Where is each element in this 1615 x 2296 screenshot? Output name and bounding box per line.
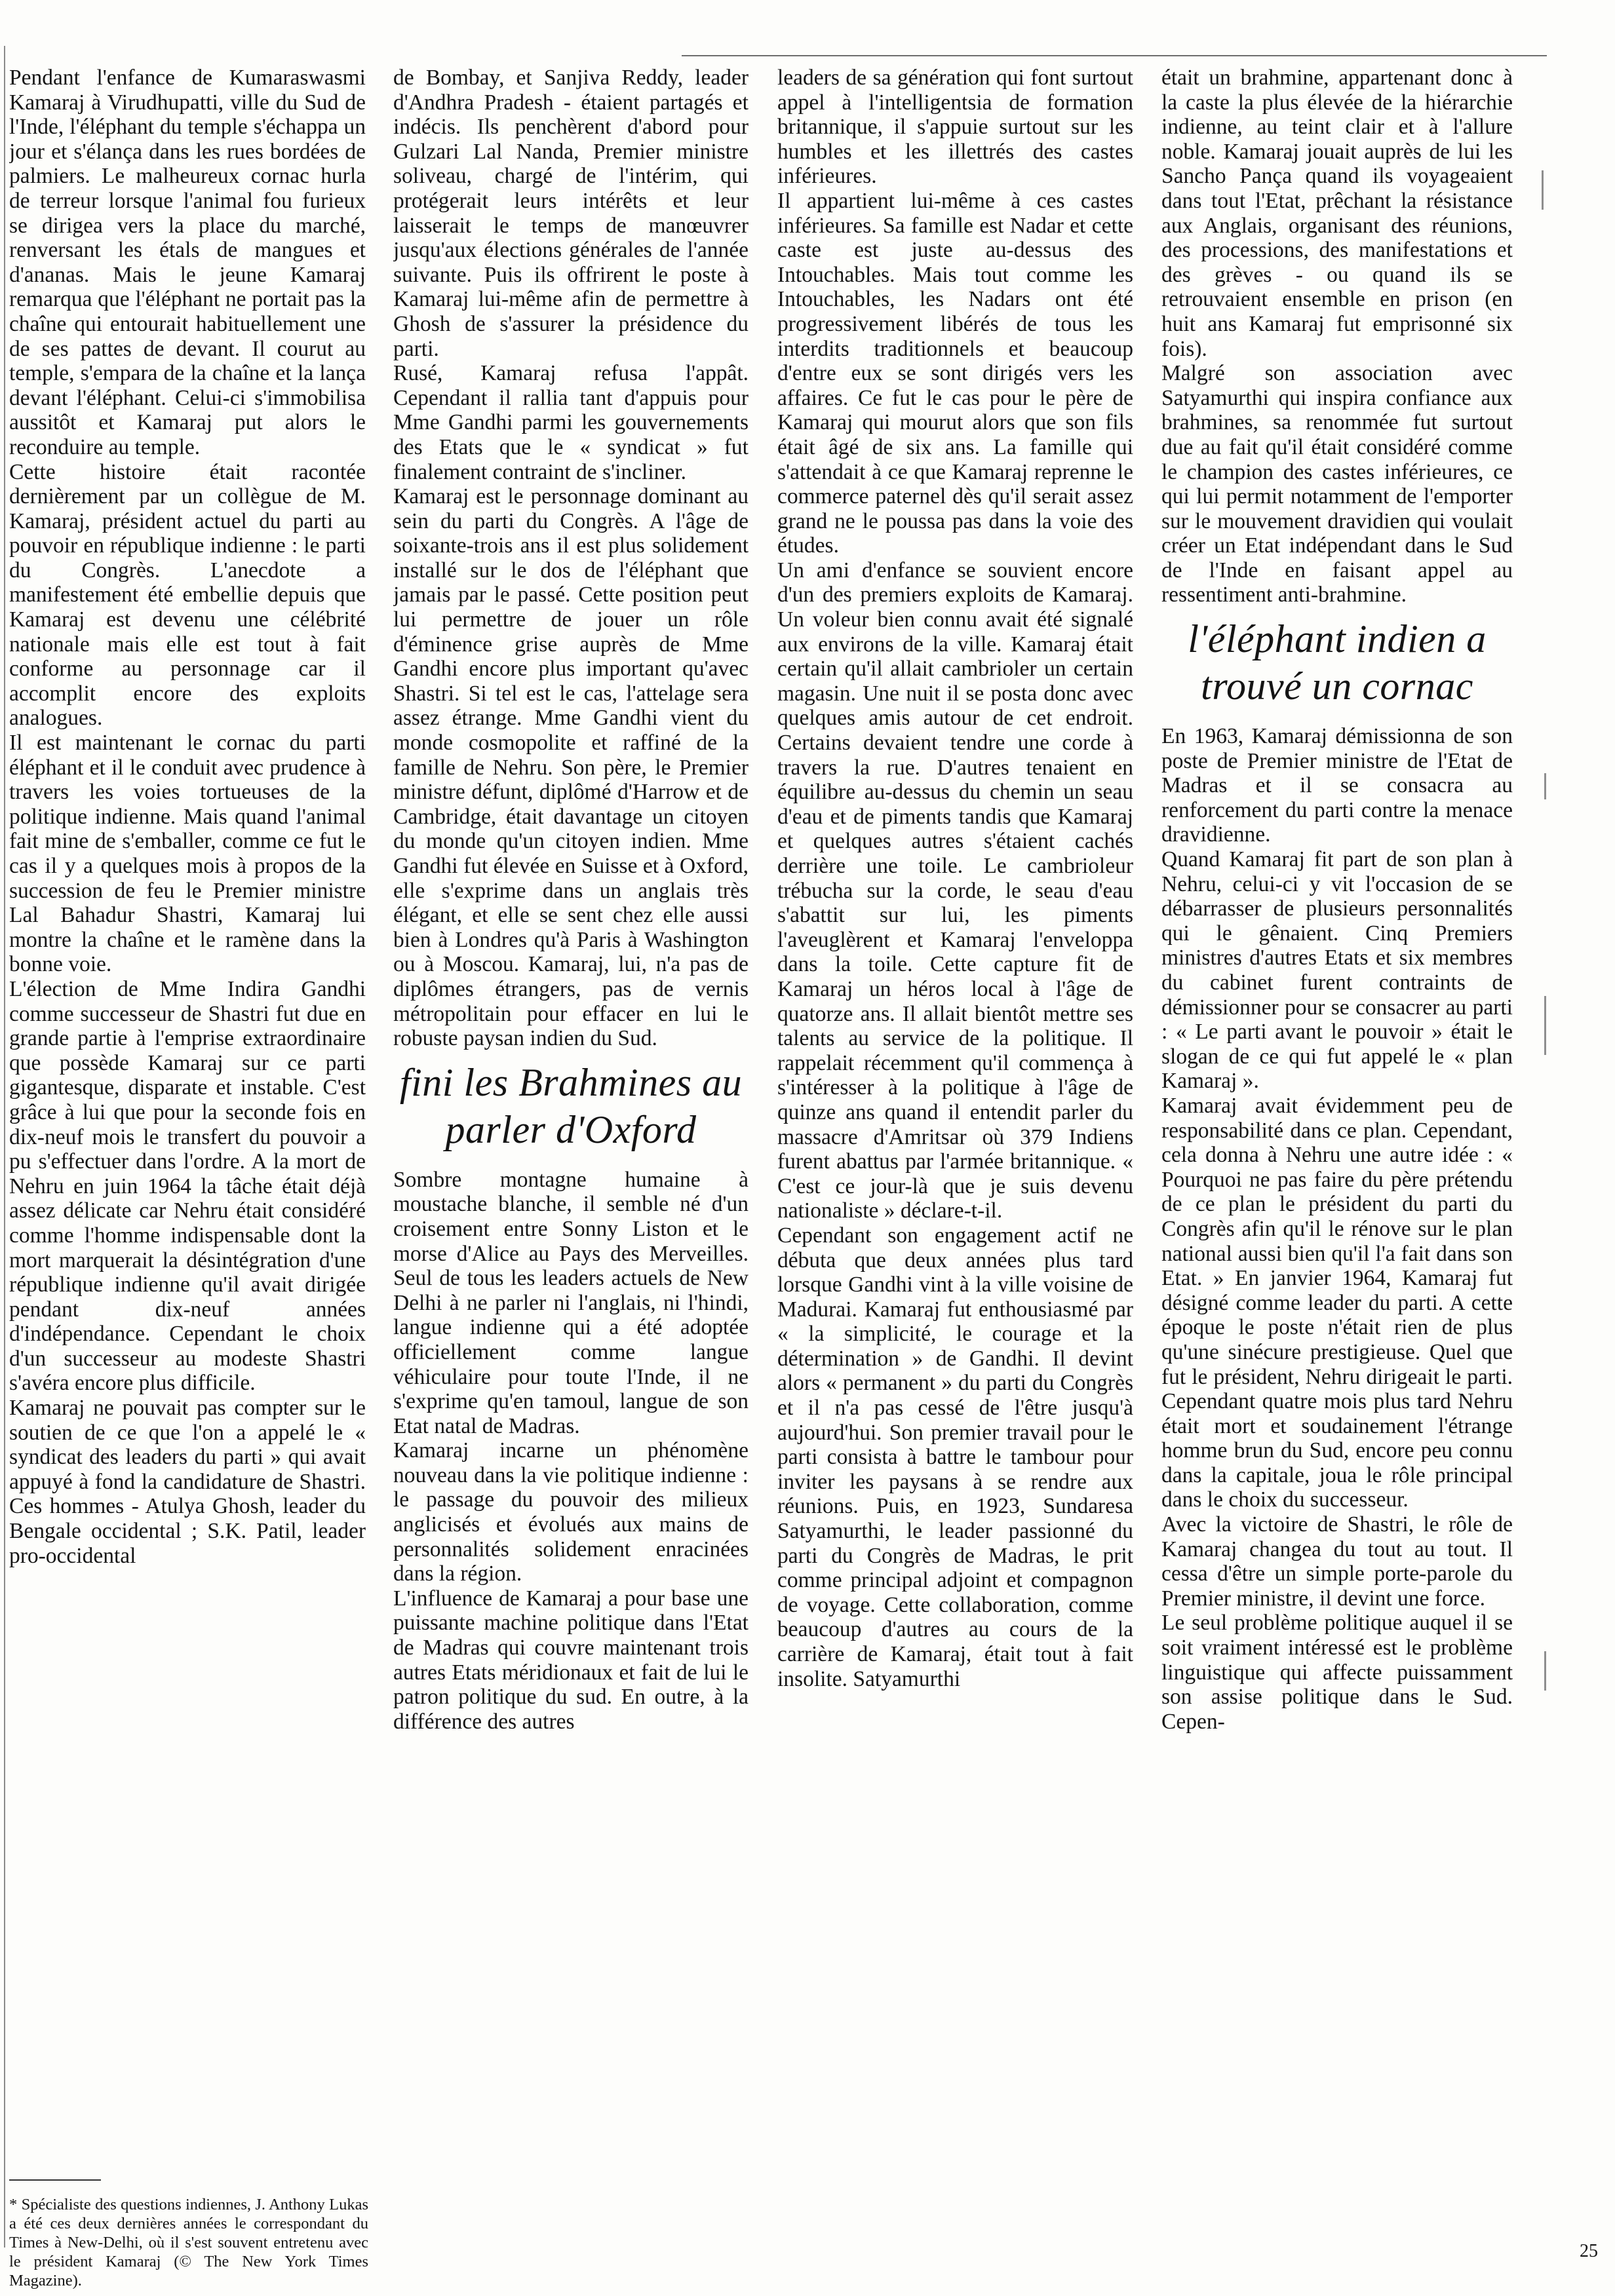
- paragraph: Un ami d'enfance se souvient encore d'un des premiers exploits de Kamaraj. Un voleur bien connu avait été signalé aux environs de la ville. Kamaraj était certain qu'il allait cambrioler un certain magasin. Une nuit il se posta donc avec quelques amis autour de cet endroit. Certains devaient tendre une corde à travers la rue. D'autres tenaient en équilibre au-dessus du chemin un seau d'eau et de piments tandis que Kamaraj et quelques autres s'étaient cachés derrière une toile. Le cambrioleur trébucha sur la corde, le seau d'eau s'abattit sur lui, les piments l'aveuglèrent et Kamaraj l'enveloppa dans la toile. Cette capture fit de Kamaraj un héros local à l'âge de quatorze ans. Il allait bientôt mettre ses talents au service de la politique. Il rappelait récemment qu'il commença à s'intéresser à la politique à l'âge de quinze ans quand il entendit parler du massacre d'Amritsar où 379 Indiens furent abattus par l'armée britannique. « C'est ce jour-là que je suis devenu nationaliste » déclare-t-il.: [777, 558, 1133, 1223]
- paragraph: Quand Kamaraj fit part de son plan à Nehru, celui-ci y vit l'occasion de se débarrasser de plusieurs personnalités qui le gênaient. Cinq Premiers ministres d'autres Etats et six membres du cabinet furent contraints de démissionner pour se consacrer au parti : « Le parti avant le pouvoir » était le slogan de ce qui fut appelé le « plan Kamaraj ».: [1161, 847, 1513, 1094]
- section-heading-brahmines: fini les Brahmines au parler d'Oxford: [399, 1060, 743, 1151]
- article-column-3: [777, 66, 1133, 2175]
- paragraph: Il est maintenant le cornac du parti éléphant et il le conduit avec prudence à travers les voies tortueuses de la politique indienne. Mais quand l'animal fait mine de s'emballer, comme ce fut le cas il y a quelques mois à propos de la succession de feu le Premier ministre Lal Bahadur Shastri, Kamaraj lui montre la chaîne et le ramène dans la bonne voie.: [9, 731, 366, 977]
- author-footnote: * Spécialiste des questions indiennes, J. Anthony Lukas a été ces deux dernières années le correspondant du Times à New-Delhi, où il s'est souvent entretenu avec le président Kamaraj (© The New York Times Magazine).: [9, 2196, 368, 2289]
- section-heading-cornac: l'éléphant indien a trouvé un cornac: [1188, 617, 1487, 708]
- paragraph: Kamaraj est le personnage dominant au sein du parti du Congrès. A l'âge de soixante-trois ans il est plus solidement installé sur le dos de l'éléphant que jamais par le passé. Cette position peut lui permettre de jouer un rôle d'éminence grise auprès de Mme Gandhi encore plus important qu'avec Shastri. Si tel est le cas, l'attelage sera assez étrange. Mme Gandhi vient du monde cosmopolite et raffiné de la famille de Nehru. Son père, le Premier ministre défunt, diplômé d'Harrow et de Cambridge, était davantage un citoyen du monde qu'un citoyen indien. Mme Gandhi fut élevée en Suisse et à Oxford, elle s'exprime dans un anglais très élégant, et elle se sent chez elle aussi bien à Londres qu'à Paris à Washington ou à Moscou. Kamaraj, lui, n'a pas de diplômes étrangers, pas de vernis métropolitain pour effacer en lui le robuste paysan indien du Sud.: [393, 484, 749, 1051]
- paragraph: L'influence de Kamaraj a pour base une puissante machine politique dans l'Etat de Madras qui couvre maintenant trois autres Etats méridionaux et fait de lui le patron politique du sud. En outre, à la différence des autres: [393, 1586, 749, 1734]
- article-column-2: [393, 66, 749, 2175]
- paragraph: Kamaraj ne pouvait pas compter sur le soutien de ce que l'on a appelé le « syndicat des leaders du parti » qui avait appuyé à fond la candidature de Shastri. Ces hommes - Atulya Ghosh, leader du Bengale occidental ; S.K. Patil, leader pro-occidental: [9, 1396, 366, 1568]
- paragraph: de Bombay, et Sanjiva Reddy, leader d'Andhra Pradesh - étaient partagés et indécis. Ils penchèrent d'abord pour Gulzari Lal Nanda, Premier ministre soliveau, chargé de l'intérim, qui protégerait leurs intérêts et leur laisserait le temps de manœuvrer jusqu'aux élections générales de l'année suivante. Puis ils offrirent le poste à Kamaraj lui-même afin de permettre à Ghosh de s'assurer la présidence du parti.: [393, 66, 749, 361]
- scan-artifact-mark: [1544, 996, 1546, 1055]
- page-number: 25: [1580, 2241, 1598, 2261]
- paragraph: Il appartient lui-même à ces castes inférieures. Sa famille est Nadar et cette caste est juste au-dessus des Intouchables. Mais tout comme les Intouchables, les Nadars ont été progressivement libérés de tous les interdits traditionnels et beaucoup d'entre eux se sont dirigés vers les affaires. Ce fut le cas pour le père de Kamaraj qui mourut alors que son fils était âgé de six ans. La famille qui s'attendait à ce que Kamaraj reprenne le commerce paternel dès qu'il serait assez grand ne le poussa pas dans la voie des études.: [777, 188, 1133, 558]
- paragraph: Kamaraj avait évidemment peu de responsabilité dans ce plan. Cependant, cela donna à Nehru une autre idée : « Pourquoi ne pas faire du père prétendu de ce plan le président du parti du Congrès afin qu'il le rénove sur le plan national aussi bien qu'il l'a fait dans son Etat. » En janvier 1964, Kamaraj fut désigné comme leader du parti. A cette époque le poste n'était rien de plus qu'une sinécure prestigieuse. Quel que fut le président, Nehru dirigeait le parti. Cependant quatre mois plus tard Nehru était mort et soudainement l'étrange homme brun du Sud, encore peu connu dans la capitale, joua le rôle principal dans le choix du successeur.: [1161, 1093, 1513, 1512]
- paragraph: L'élection de Mme Indira Gandhi comme successeur de Shastri fut due en grande partie à l'emprise extraordinaire que possède Kamaraj sur ce parti gigantesque, disparate et instable. C'est grâce à lui que pour la seconde fois en dix-neuf mois le transfert du pouvoir a pu s'effectuer dans l'ordre. A la mort de Nehru en juin 1964 la tâche était déjà assez délicate car Nehru était considéré comme l'homme indispensable dont la mort marquerait la désintégration d'une république indienne qu'il avait dirigée pendant dix-neuf années d'indépendance. Cependant le choix d'un successeur au modeste Shastri s'avéra encore plus difficile.: [9, 976, 366, 1396]
- paragraph: Malgré son association avec Satyamurthi qui inspira confiance aux brahmines, sa renommée fut surtout due au fait qu'il était considéré comme le champion des castes inférieures, ce qui lui permit notamment de l'emporter sur le mouvement dravidien qui voulait créer un Etat indépendant dans le Sud de l'Inde en faisant appel au ressentiment anti-brahmine.: [1161, 361, 1513, 607]
- top-frame-rule: [682, 55, 1547, 56]
- paragraph: leaders de sa génération qui font surtout appel à l'intelligentsia de formation britannique, il s'appuie surtout sur les humbles et les illettrés des castes inférieures.: [777, 66, 1133, 189]
- left-frame-rule: [4, 46, 5, 2248]
- scan-artifact-mark: [1542, 170, 1544, 210]
- article-column-4: [1161, 66, 1513, 2175]
- paragraph: Rusé, Kamaraj refusa l'appât. Cependant il rallia tant d'appuis pour Mme Gandhi parmi les gouvernements des Etats que le « syndicat » fut finalement contraint de s'incliner.: [393, 361, 749, 484]
- article-column-1: [9, 66, 366, 2175]
- paragraph: En 1963, Kamaraj démissionna de son poste de Premier ministre de l'Etat de Madras et il se consacra au renforcement du parti contre la menace dravidienne.: [1161, 724, 1513, 847]
- scan-artifact-mark: [1544, 773, 1546, 799]
- paragraph: Cependant son engagement actif ne débuta que deux années plus tard lorsque Gandhi vint à la ville voisine de Madurai. Kamaraj fut enthousiasmé par « la simplicité, le courage et la détermination » de Gandhi. Il devint alors « permanent » du parti du Congrès et il n'a pas cessé de l'être jusqu'à aujourd'hui. Son premier travail pour le parti consista à battre le tambour pour inviter les paysans à se rendre aux réunions. Puis, en 1923, Sundaresa Satyamurthi, le leader passionné du parti du Congrès de Madras, le prit comme principal adjoint et compagnon de voyage. Cette collaboration, comme beaucoup d'autres au cours de la carrière de Kamaraj, était tout à fait insolite. Satyamurthi: [777, 1223, 1133, 1691]
- paragraph: Sombre montagne humaine à moustache blanche, il semble né d'un croisement entre Sonny Liston et le morse d'Alice au Pays des Merveilles. Seul de tous les leaders actuels de New Delhi à ne parler ni l'anglais, ni l'hindi, langue indienne qui a été adoptée officiellement comme langue véhiculaire pour toute l'Inde, il ne s'exprime qu'en tamoul, langue de son Etat natal de Madras.: [393, 1167, 749, 1438]
- paragraph: Le seul problème politique auquel il se soit vraiment intéressé est le problème linguistique qui affecte puissamment son assise politique dans le Sud. Cepen-: [1161, 1611, 1513, 1734]
- paragraph: était un brahmine, appartenant donc à la caste la plus élevée de la hiérarchie indienne, au teint clair et à l'allure noble. Kamaraj jouait auprès de lui les Sancho Pança quand ils voyageaient dans tout l'Etat, prêchant la résistance aux Anglais, organisant des réunions, des processions, des manifestations et des grèves - ou quand ils se retrouvaient ensemble en prison (en huit ans Kamaraj fut emprisonné six fois).: [1161, 66, 1513, 361]
- scan-artifact-mark: [1544, 1651, 1546, 1691]
- footnote-rule: [9, 2179, 101, 2181]
- paragraph: Kamaraj incarne un phénomène nouveau dans la vie politique indienne : le passage du pouvoir des milieux anglicisés et évolués aux mains de personnalités solidement enracinées dans la région.: [393, 1438, 749, 1586]
- paragraph: Cette histoire était racontée dernièrement par un collègue de M. Kamaraj, président actuel du parti au pouvoir en république indienne : le parti du Congrès. L'anecdote a manifestement été embellie depuis que Kamaraj est devenu une célébrité nationale mais elle est tout à fait conforme au personnage car il accomplit encore des exploits analogues.: [9, 459, 366, 731]
- paragraph: Avec la victoire de Shastri, le rôle de Kamaraj changea du tout au tout. Il cessa d'être un simple porte-parole du Premier ministre, il devint une force.: [1161, 1512, 1513, 1611]
- paragraph: Pendant l'enfance de Kumaraswasmi Kamaraj à Virudhupatti, ville du Sud de l'Inde, l'éléphant du temple s'échappa un jour et s'élança dans les rues bordées de palmiers. Le malheureux cornac hurla de terreur lorsque l'animal fou furieux se dirigea vers la place du marché, renversant les étals de mangues et d'ananas. Mais le jeune Kamaraj remarqua que l'éléphant ne portait pas la chaîne qui entourait habituellement une de ses pattes de devant. Il courut au temple, s'empara de la chaîne et la lança devant l'éléphant. Celui-ci s'immobilisa aussitôt et Kamaraj put alors le reconduire au temple.: [9, 66, 366, 459]
